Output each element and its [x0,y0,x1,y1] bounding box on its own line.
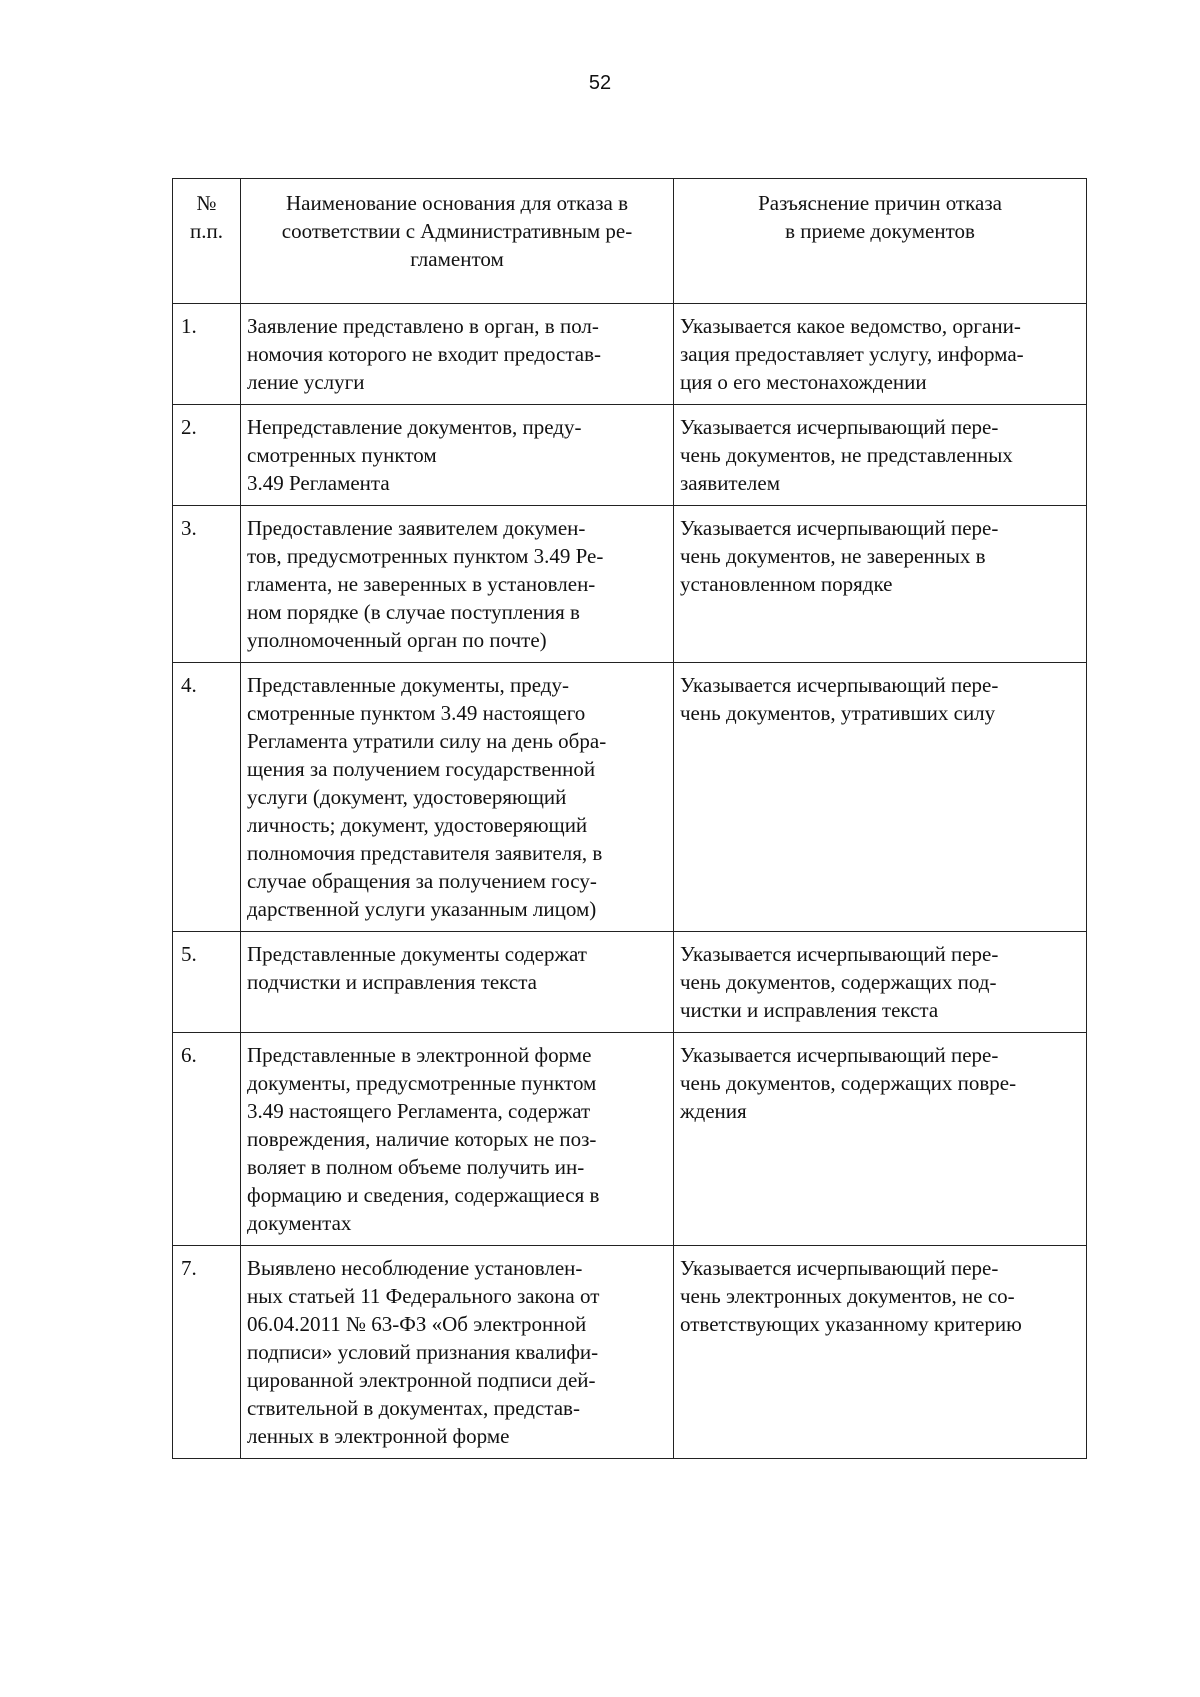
reason-line: номочия которого не входит предостав- [247,342,602,366]
reason-line: гламента, не заверенных в установлен- [247,572,596,596]
row-reason [241,1246,674,1459]
table-row [173,1246,1087,1459]
explanation-line: Указывается исчерпывающий пере- [680,673,999,697]
header-explanation-line: Разъяснение причин отказа [758,191,1002,215]
table-row [173,405,1087,506]
reason-line: щения за получением государственной [247,757,596,781]
reason-line: случае обращения за получением госу- [247,869,597,893]
row-reason [241,405,674,506]
row-reason [241,304,674,405]
explanation-line: Указывается исчерпывающий пере- [680,1256,999,1280]
reason-line: документы, предусмотренные пунктом [247,1071,597,1095]
reason-line: Предоставление заявителем докумен- [247,516,586,540]
table-row [173,506,1087,663]
reason-line: ном порядке (в случае поступления в [247,600,580,624]
explanation-line: чень документов, содержащих под- [680,970,997,994]
explanation-line: Указывается исчерпывающий пере- [680,1043,999,1067]
table-header-row [173,179,1087,304]
reason-line: смотренные пунктом 3.49 настоящего [247,701,586,725]
reason-line: ствительной в документах, представ- [247,1396,580,1420]
reason-line: Непредставление документов, преду- [247,415,582,439]
row-reason [241,932,674,1033]
reason-line: Представленные документы, преду- [247,673,569,697]
explanation-line: чень электронных документов, не со- [680,1284,1015,1308]
explanation-line: ждения [680,1099,747,1123]
reason-line: формацию и сведения, содержащиеся в [247,1183,600,1207]
row-explanation [674,932,1087,1033]
header-reason [241,179,674,304]
reason-line: услуги (документ, удостоверяющий [247,785,567,809]
header-number-line: п.п. [190,219,223,243]
row-number: 4. [173,663,241,932]
header-reason-line: соответствии с Административным ре- [281,219,633,243]
reason-line: Выявлено несоблюдение установлен- [247,1256,583,1280]
row-explanation [674,1246,1087,1459]
table-row [173,932,1087,1033]
row-number: 3. [173,506,241,663]
row-reason [241,1033,674,1246]
reason-line: Представленные документы содержат [247,942,587,966]
header-reason-line: гламентом [410,247,504,271]
reason-line: дарственной услуги указанным лицом) [247,897,597,921]
header-explanation-line: в приеме документов [785,219,975,243]
reason-line: документах [247,1211,352,1235]
explanation-line: чень документов, утративших силу [680,701,996,725]
explanation-line: установленном порядке [680,572,893,596]
row-reason [241,506,674,663]
explanation-line: Указывается какое ведомство, органи- [680,314,1021,338]
reason-line: смотренных пунктом [247,443,437,467]
reason-line: Регламента утратили силу на день обра- [247,729,607,753]
row-explanation [674,1033,1087,1246]
refusal-reasons-table [172,178,1087,1459]
reason-line: 3.49 Регламента [247,471,390,495]
explanation-line: ответствующих указанному критерию [680,1312,1022,1336]
reason-line: цированной электронной подписи дей- [247,1368,596,1392]
row-explanation [674,663,1087,932]
reason-line: ление услуги [247,370,365,394]
explanation-line: зация предоставляет услугу, информа- [680,342,1024,366]
row-number: 2. [173,405,241,506]
row-explanation [674,405,1087,506]
explanation-line: заявителем [680,471,781,495]
row-number: 7. [173,1246,241,1459]
page-number: 52 [588,72,612,94]
row-explanation [674,506,1087,663]
explanation-line: ция о его местонахождении [680,370,927,394]
reason-line: воляет в полном объеме получить ин- [247,1155,585,1179]
reason-line: личность; документ, удостоверяющий [247,813,588,837]
reason-line: 3.49 настоящего Регламента, содержат [247,1099,591,1123]
reason-line: Заявление представлено в орган, в пол- [247,314,599,338]
table-row [173,663,1087,932]
reason-line: подписи» условий признания квалифи- [247,1340,599,1364]
row-explanation [674,304,1087,405]
row-reason [241,663,674,932]
header-number-line: № [196,191,217,215]
header-number [173,179,241,304]
explanation-line: чистки и исправления текста [680,998,939,1022]
header-reason-line: Наименование основания для отказа в [286,191,628,215]
header-explanation [674,179,1087,304]
explanation-line: чень документов, не представленных [680,443,1013,467]
reason-line: уполномоченный орган по почте) [247,628,547,652]
reason-line: тов, предусмотренных пунктом 3.49 Ре- [247,544,604,568]
table-row [173,1033,1087,1246]
reason-line: ленных в электронной форме [247,1424,510,1448]
explanation-line: Указывается исчерпывающий пере- [680,516,999,540]
table-row [173,304,1087,405]
reason-line: Представленные в электронной форме [247,1043,592,1067]
row-number: 5. [173,932,241,1033]
explanation-line: Указывается исчерпывающий пере- [680,415,999,439]
reason-line: ных статьей 11 Федерального закона от [247,1284,600,1308]
explanation-line: чень документов, не заверенных в [680,544,986,568]
row-number: 6. [173,1033,241,1246]
table-body [173,304,1087,1459]
explanation-line: Указывается исчерпывающий пере- [680,942,999,966]
row-number: 1. [173,304,241,405]
reason-line: 06.04.2011 № 63-ФЗ «Об электронной [247,1312,587,1336]
explanation-line: чень документов, содержащих повре- [680,1071,1017,1095]
reason-line: полномочия представителя заявителя, в [247,841,603,865]
reason-line: повреждения, наличие которых не поз- [247,1127,597,1151]
reason-line: подчистки и исправления текста [247,970,537,994]
